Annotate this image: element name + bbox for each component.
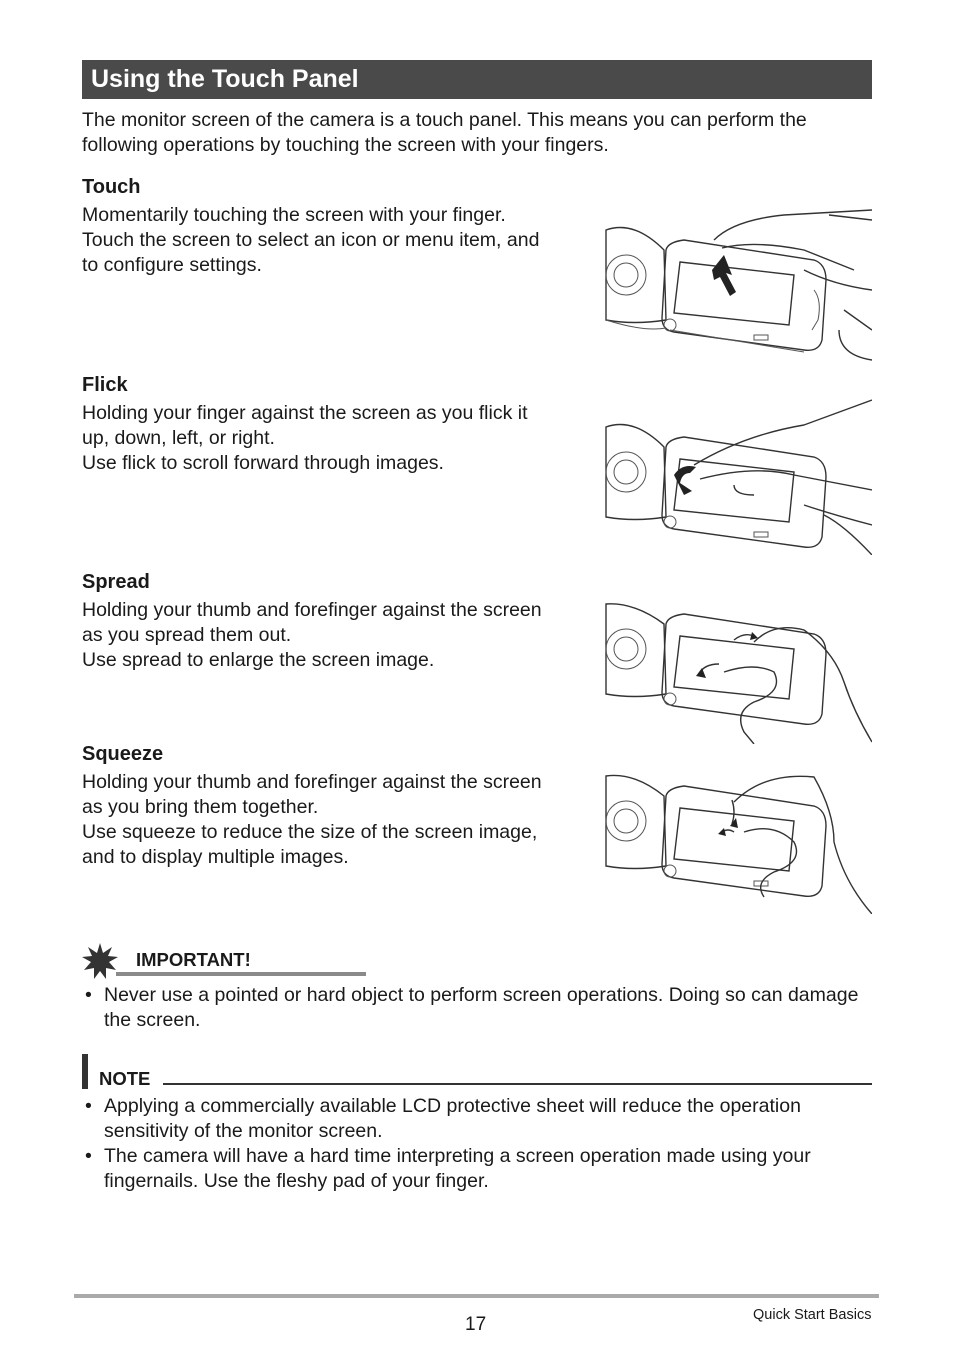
- squeeze-description: [82, 770, 582, 870]
- squeeze-heading: Squeeze: [82, 743, 164, 765]
- note-item-text: The camera will have a hard time interpreting a screen operation made using your fingernails. Use the fleshy pad of your finger.: [104, 1145, 811, 1192]
- section-title-bar: [82, 60, 872, 99]
- footer-rule: [74, 1294, 879, 1298]
- bullet-marker: •: [85, 1095, 92, 1117]
- description-line: as you bring them together.: [82, 796, 319, 818]
- page-title: Using the Touch Panel: [91, 65, 359, 93]
- footer-section-name: Quick Start Basics: [753, 1307, 872, 1323]
- description-line: up, down, left, or right.: [82, 427, 275, 449]
- squeeze-illustration: [604, 772, 872, 914]
- important-underline: [116, 972, 366, 976]
- description-line: to configure settings.: [82, 254, 262, 276]
- touch-illustration: [604, 180, 872, 362]
- list-item: [82, 1094, 882, 1144]
- flick-illustration: [604, 395, 872, 555]
- important-item-text: Never use a pointed or hard object to perform screen operations. Doing so can damage the screen.: [104, 984, 859, 1031]
- description-line: and to display multiple images.: [82, 846, 349, 868]
- spread-heading: Spread: [82, 571, 150, 593]
- touch-heading: Touch: [82, 176, 141, 198]
- important-list: [82, 983, 882, 1033]
- flick-heading: Flick: [82, 374, 128, 396]
- description-line: as you spread them out.: [82, 624, 292, 646]
- note-bar: [82, 1054, 88, 1089]
- note-rule: [163, 1083, 872, 1085]
- starburst-icon: [82, 943, 118, 979]
- description-line: Momentarily touching the screen with your finger.: [82, 204, 506, 226]
- note-item-text: Applying a commercially available LCD protective sheet will reduce the operation sensitivity of the monitor screen.: [104, 1095, 801, 1142]
- description-line: Use spread to enlarge the screen image.: [82, 649, 435, 671]
- description-line: Touch the screen to select an icon or menu item, and: [82, 229, 540, 251]
- spread-illustration: [604, 602, 872, 744]
- flick-description: [82, 401, 582, 476]
- page-number: 17: [465, 1314, 487, 1335]
- description-line: Holding your finger against the screen as you flick it: [82, 402, 528, 424]
- list-item: [82, 1144, 882, 1194]
- bullet-marker: •: [85, 984, 92, 1006]
- note-list: [82, 1094, 882, 1194]
- description-line: Holding your thumb and forefinger against the screen: [82, 771, 542, 793]
- touch-description: [82, 203, 582, 278]
- description-line: Use flick to scroll forward through images.: [82, 452, 444, 474]
- important-header: [82, 943, 287, 977]
- spread-description: [82, 598, 582, 673]
- bullet-marker: •: [85, 1145, 92, 1167]
- intro-paragraph: The monitor screen of the camera is a touch panel. This means you can perform the following operations by touching the screen with your fingers.: [82, 109, 807, 156]
- important-label: IMPORTANT!: [136, 949, 251, 970]
- description-line: Use squeeze to reduce the size of the screen image,: [82, 821, 538, 843]
- description-line: Holding your thumb and forefinger against the screen: [82, 599, 542, 621]
- note-label: NOTE: [99, 1068, 151, 1089]
- list-item: [82, 983, 882, 1033]
